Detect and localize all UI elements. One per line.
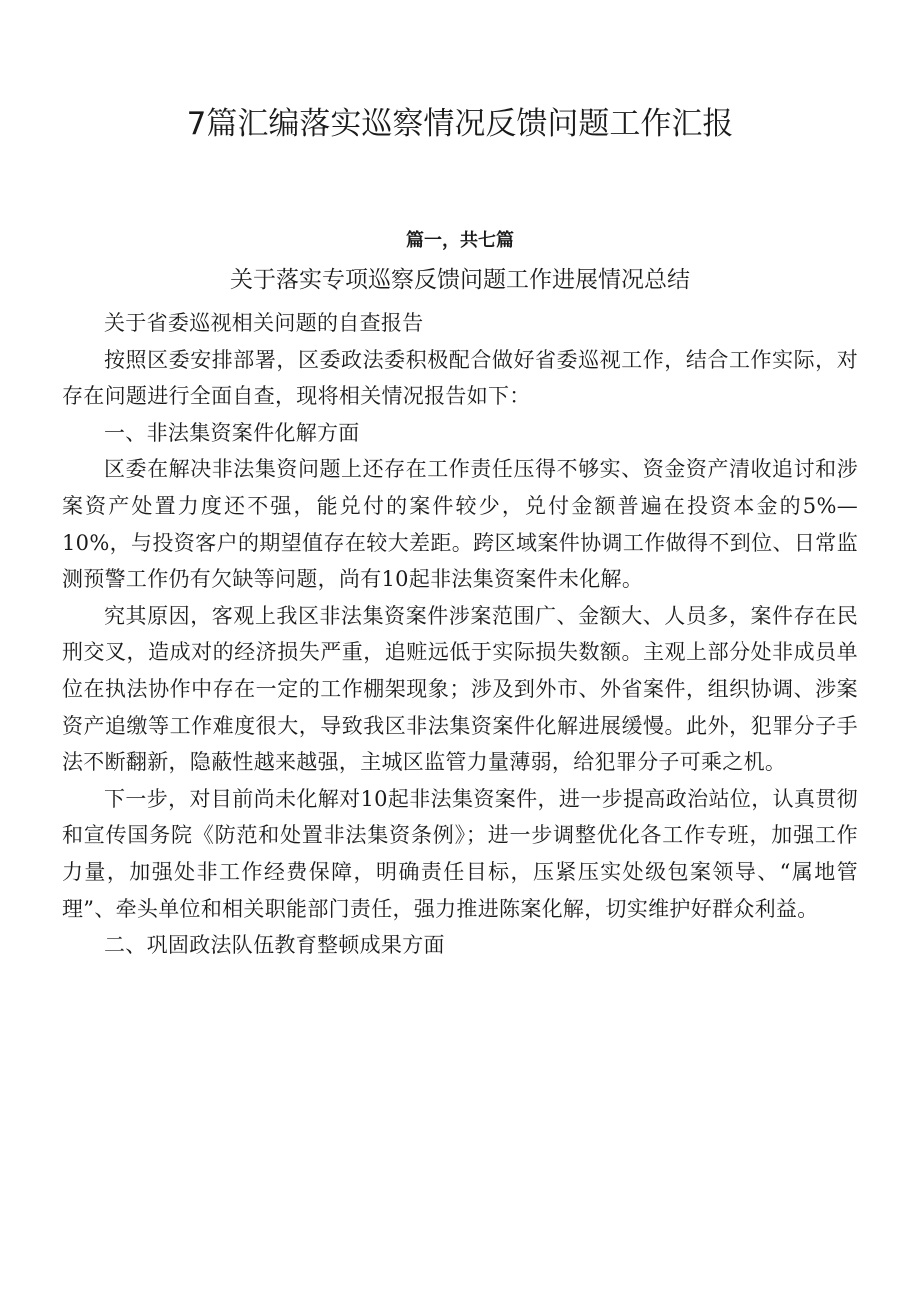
section-title: 关于落实专项巡察反馈问题工作进展情况总结 [230, 267, 690, 293]
body-paragraph: 区委在解决非法集资问题上还存在工作责任压得不够实、资金资产清收追讨和涉案资产处置力度还不强，能兑付的案件较少，兑付金额普遍在投资本金的5%—10%，与投资客户的期望值存在较大差距。跨区域案件协调工作做得不到位、日常监测预警工作仍有欠缺等问题，尚有10起非法集资案件未化解。 [62, 457, 858, 592]
body-paragraph: 下一步，对目前尚未化解对10起非法集资案件，进一步提高政治站位，认真贯彻和宣传国务院《防范和处置非法集资条例》；进一步调整优化各工作专班，加强工作力量，加强处非工作经费保障，明确责任目标，压紧压实处级包案领导、“属地管理”、牵头单位和相关职能部门责任，强力推进陈案化解，切实维护好群众利益。 [62, 786, 858, 921]
part-label: 篇一，共七篇 [406, 230, 514, 251]
section-heading-2: 二、巩固政法队伍教育整顿成果方面 [104, 933, 445, 958]
report-heading: 关于省委巡视相关问题的自查报告 [104, 311, 424, 335]
document-title: 7篇汇编落实巡察情况反馈问题工作汇报 [186, 106, 734, 142]
section-heading-1: 一、非法集资案件化解方面 [104, 420, 360, 445]
body-paragraph: 究其原因，客观上我区非法集资案件涉案范围广、金额大、人员多，案件存在民刑交叉，造成对的经济损失严重，追赃远低于实际损失数额。主观上部分处非成员单位在执法协作中存在一定的工作棚架现象；涉及到外市、外省案件，组织协调、涉案资产追缴等工作难度很大，导致我区非法集资案件化解进展缓慢。此外，犯罪分子手法不断翻新，隐蔽性越来越强，主城区监管力量薄弱，给犯罪分子可乘之机。 [62, 603, 858, 775]
intro-paragraph: 按照区委安排部署，区委政法委积极配合做好省委巡视工作，结合工作实际，对存在问题进行全面自查，现将相关情况报告如下： [62, 347, 858, 409]
document-body [62, 305, 858, 964]
